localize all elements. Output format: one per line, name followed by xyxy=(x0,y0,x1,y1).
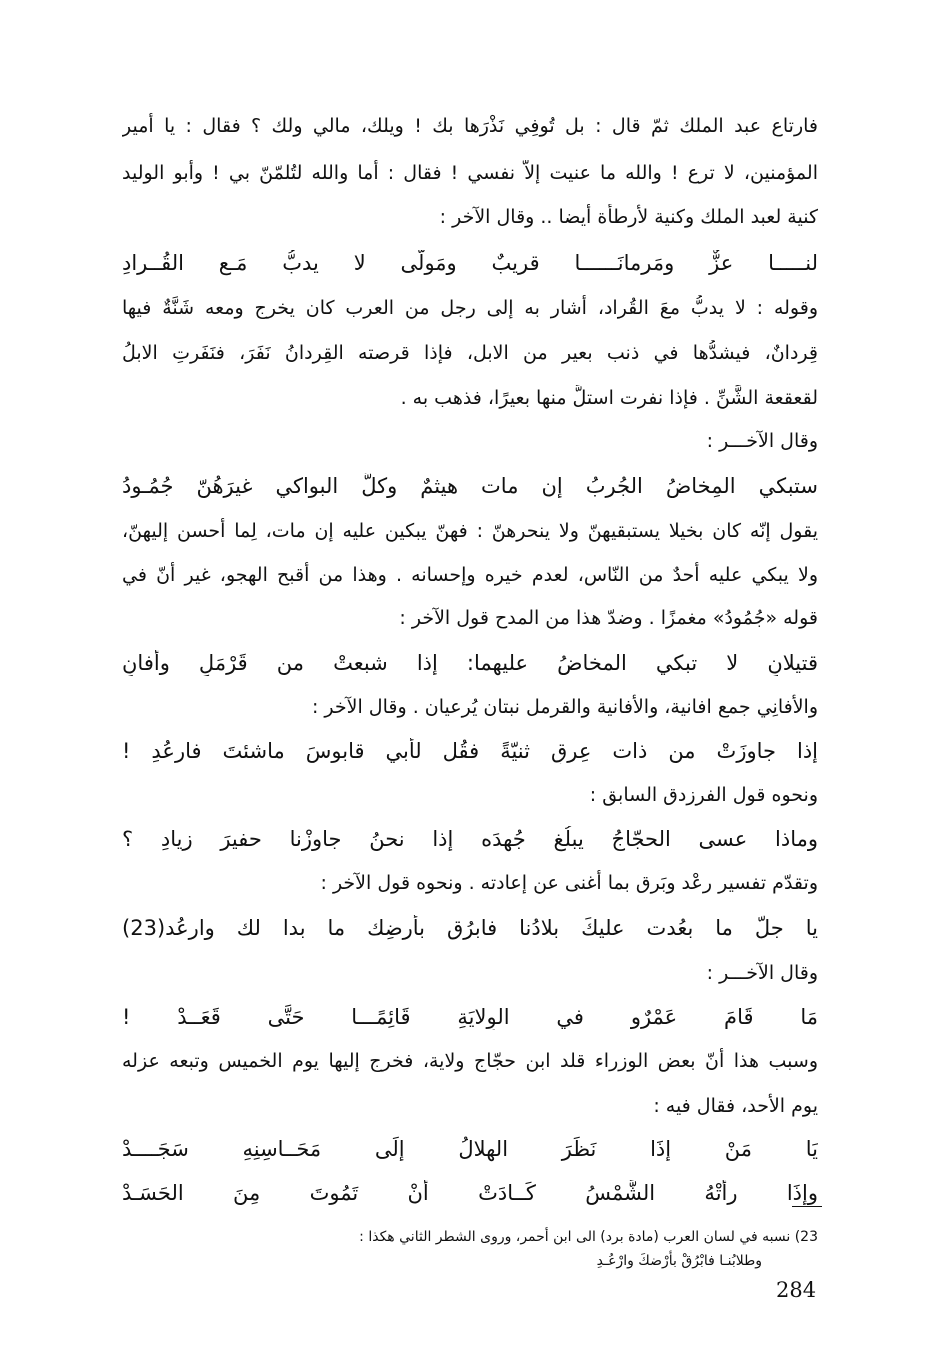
verse-line-3: قتيلانِ لا تبكي المخاضُ عليهما: إذا شبعتْ من قَرْمَلٍ وأفانِ xyxy=(122,651,818,675)
verse-line-1: لنـــــا عزٌّ ومَرمانَــــــا قريبٌ ومَولّى لا يدبُّ مَـع القُــرادِ xyxy=(122,251,818,275)
page-number: 284 xyxy=(776,1278,817,1302)
verse-line-8: يَا مَنْ إذَا نَظَرَ الهِلالُ إلَى مَحَــاسِنِهِ سَجَــــدْ xyxy=(122,1137,818,1161)
text-line-16: يوم الأحد، فقال فيه : xyxy=(653,1095,818,1117)
verse-line-5: وماذا عسى الحجّاجُ يبلُغ جُهدَه إذا نحنُ جاوزْنا حفيرَ زيادِ ؟ xyxy=(122,827,818,851)
text-line-13: وتقدّم تفسير رعْد وبَرق بما أغنى عن إعادته . ونحوه قول الآخر : xyxy=(320,872,818,894)
text-line-15: وسبب هذا أنّ بعض الوزراء قلد ابن حجّاج ولاية، فخرج إليها يوم الخميس وتبعه عزله xyxy=(122,1050,818,1072)
verse-line-2: ستبكي المِخاضُ الجُربُ إن مات هيثمٌ وكلُّ البواكي غيرَهُنّ جُمُـودُ xyxy=(122,474,818,498)
text-line-7: وقال الآخـــر : xyxy=(706,430,818,452)
text-line-3: كنية لعبد الملك وكنية لأرطأة أيضا .. وقال الآخر : xyxy=(439,206,818,228)
verse-line-4: إذا جاوزَتْ من ذات عِرقٍ ثنيّةً فقُل لأبي قابوسَ ماشئتَ فارعُدِ ! xyxy=(122,739,818,763)
text-line-6: لقعقعة الشَّنِّ . فإذا نفرت استلَّ منها بعيرًا، فذهب به . xyxy=(400,387,818,409)
text-line-9: ولا يبكي عليه أحدٌ من النّاس، لعدم خيره وإحسانه . وهذا من أقبح الهجو، غير أنّ في xyxy=(122,564,818,586)
verse-line-7: مَا قَامَ عَمْرٌو في الوِلايَةِ قَائِمًـــا حَتَّى قَعَــدْ ! xyxy=(122,1005,818,1029)
footnote-line-2: وطلابُنـا فابْرُقْ بأرْضكَ وارْعُـدِ xyxy=(596,1253,762,1269)
text-line-11: والأفانِي جمع افانية، والأفانية والقرمل نبتان يُرعيان . وقال الآخر : xyxy=(311,696,818,718)
text-line-1: فارتاع عبد الملك ثمّ قال : بل تُوفِي نَذْرَها بك ! ويلك، مالي ولك ؟ فقال : يا أمير xyxy=(122,115,818,137)
text-line-10: قوله «جُمُودُ» مغمزًا . وضدّ هذا من المدح قول الآخر : xyxy=(399,607,818,629)
text-line-4: وقوله : لا يدبُّ معَ القُراد، أشار به إلى رجل من العرب كان يخرج ومعه شَنَّةٌ فيها xyxy=(122,297,818,319)
text-line-5: قِردانٌ، فيشدُّها في ذنب بعير من الابل، فإذا قرصته القِردانُ نَفَرَ، فنَفَرتِ الابلُ xyxy=(122,342,818,364)
text-line-14: وقال الآخـــر : xyxy=(706,962,818,984)
text-line-12: ونحوه قول الفرزدق السابق : xyxy=(589,784,818,806)
verse-line-6: يا جلّ ما بعُدت عليكَ بلادُنا فابرُق بأرضِك ما بدا لك وارعُد(23) xyxy=(122,916,818,940)
verse-line-9: وإذَا رأتْهُ الشَّمْسُ كَــادَتْ أنْ تَمُوتَ مِنَ الحَسَـدْ xyxy=(122,1181,818,1205)
text-line-2: المؤمنين، لا ترع ! والله ما عنيت إلاّ نفسي ! فقال : أما والله لتُلمّنّ بي ! وأبو الوليد xyxy=(122,162,818,184)
text-line-8: يقول إنّه كان بخيلا يستبقيهنّ ولا ينحرهنّ : فهنّ يبكين عليه إن مات، لِما أحسن إليهنّ، xyxy=(122,520,818,542)
verse-underline xyxy=(792,1206,822,1207)
footnote-line-1: 23) نسبه في لسان العرب (مادة برد) الى ابن أحمر، وروى الشطر الثاني هكذا : xyxy=(359,1229,818,1245)
